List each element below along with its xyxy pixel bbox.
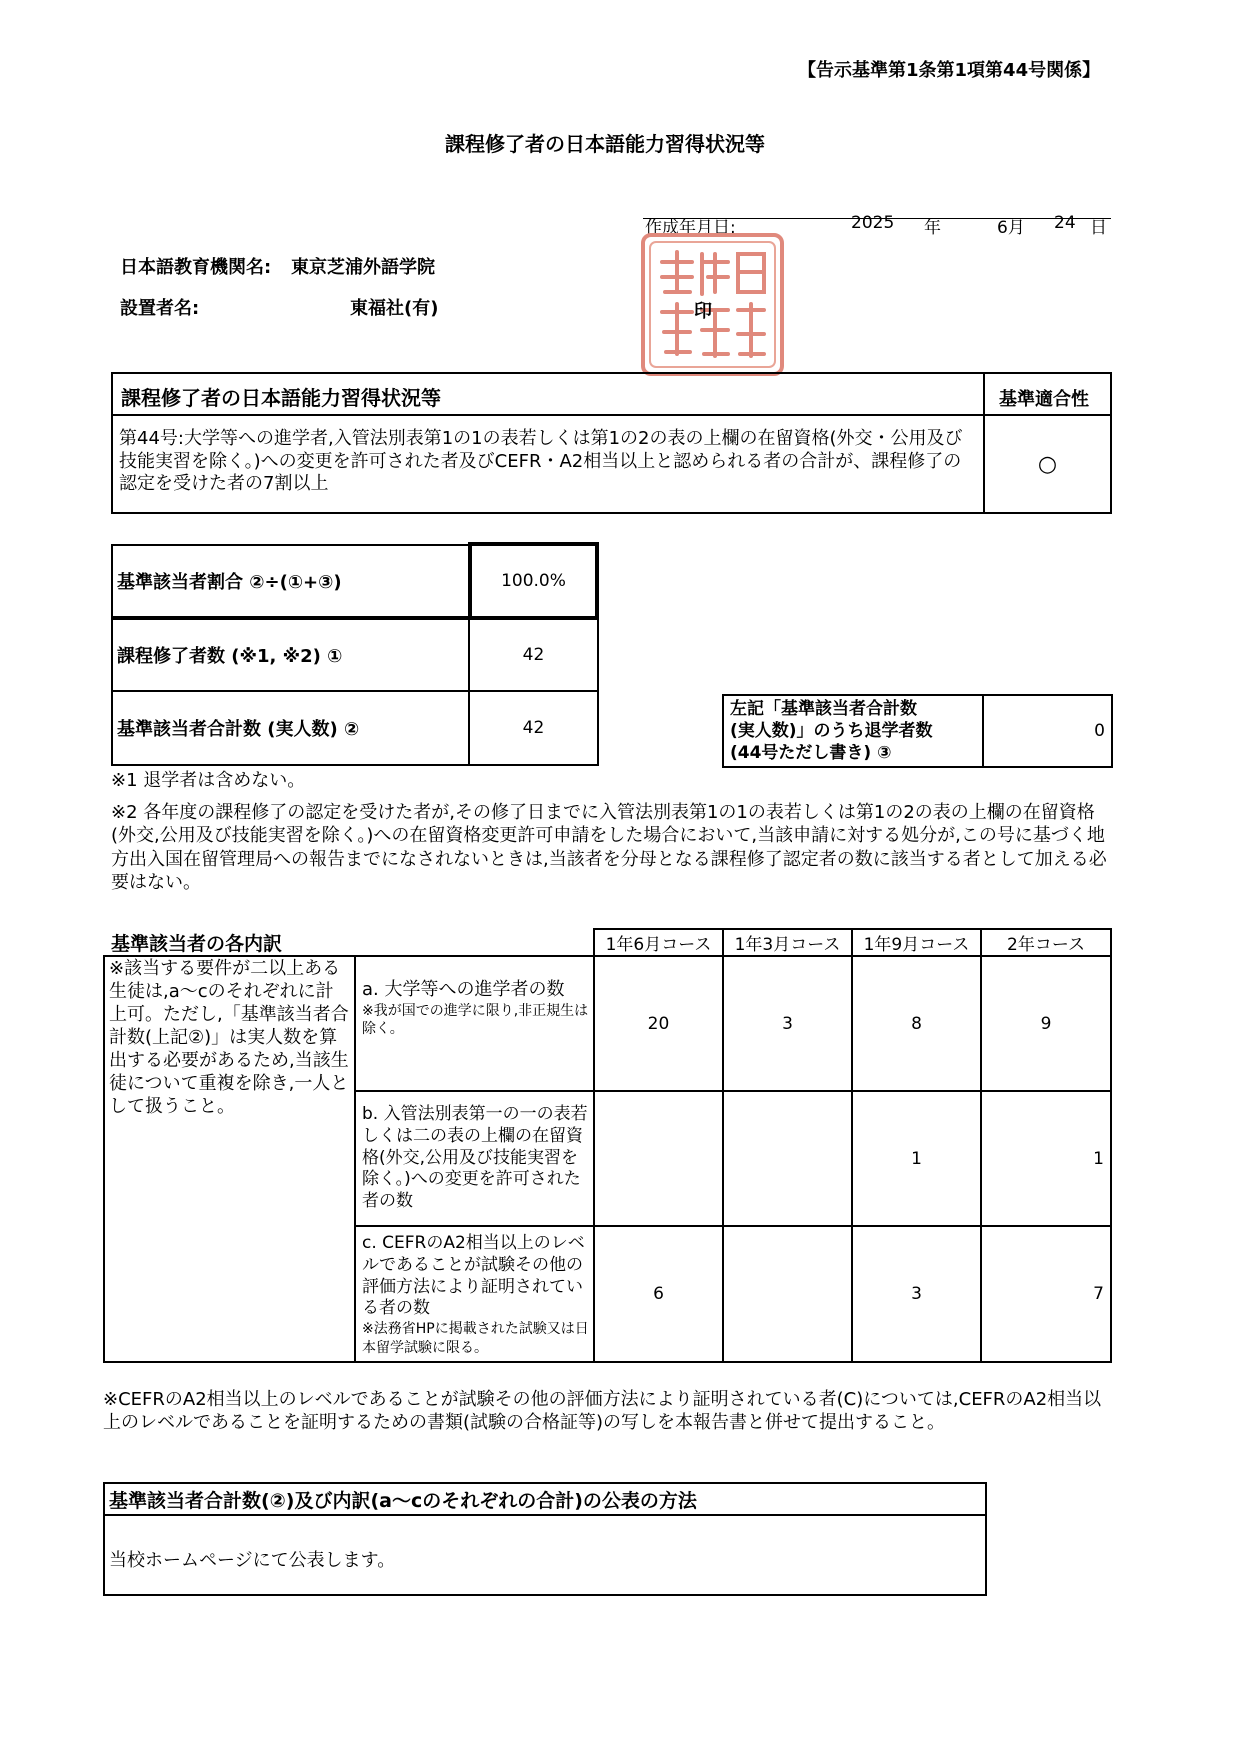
breakdown-column-header — [593, 928, 724, 957]
row-b-label: b. 入管法別表第一の一の表若しくは二の表の上欄の在留資格(外交,公用及び技能実習を除く。)への変更を許可された者の数 — [362, 1104, 588, 1211]
ratio-row-3-value-cell — [468, 690, 599, 766]
row-c-value-2y: 7 — [1093, 1284, 1104, 1304]
breakdown-row-a-label-cell — [354, 955, 595, 1092]
row-a-value-1y9m: 8 — [911, 1013, 922, 1034]
breakdown-cell — [593, 1225, 724, 1363]
seal-mark-label: 印 — [694, 301, 712, 322]
row-a-label: a. 大学等への進学者の数 — [362, 979, 565, 1000]
breakdown-title: 基準該当者の各内訳 — [111, 933, 283, 955]
ratio-row-2-label-cell — [111, 618, 470, 692]
column-1y6m: 1年6月コース — [605, 935, 712, 955]
breakdown-cell — [851, 1090, 982, 1227]
row-b-value-1y9m: 1 — [911, 1148, 922, 1169]
date-year-unit: 年 — [924, 218, 941, 238]
founder-label: 設置者名: — [120, 298, 200, 319]
row-a-value-1y6m: 20 — [647, 1013, 670, 1034]
withdrawn-value: 0 — [1094, 721, 1105, 741]
withdrawn-label-line2: (実人数)」のうち退学者数 — [730, 721, 933, 742]
official-seal — [640, 232, 785, 377]
withdrawn-label-line3: (44号ただし書き) ③ — [730, 743, 892, 764]
withdrawn-label-line1: 左記「基準該当者合計数 — [730, 699, 917, 719]
row-a-value-1y3m: 3 — [782, 1013, 793, 1034]
breakdown-cell — [593, 955, 724, 1092]
standard-header-left: 課程修了者の日本語能力習得状況等 — [121, 386, 441, 410]
breakdown-side-note-cell — [103, 955, 356, 1363]
completers-label: 課程修了者数 (※1, ※2) ① — [117, 646, 343, 667]
qualified-total-label: 基準該当者合計数 (実人数) ② — [117, 719, 360, 740]
ratio-row-3-label-cell — [111, 690, 470, 766]
breakdown-column-header — [851, 928, 982, 957]
row-c-value-1y9m: 3 — [911, 1284, 922, 1304]
date-label: 作成年月日: — [645, 218, 736, 238]
cefr-note: ※CEFRのA2相当以上のレベルであることが試験その他の評価方法により証明されている者(C)については,CEFRのA2相当以上のレベルであることを証明するための書類(試験の合格証等)の写しを本報告書と併せて提出すること。 — [103, 1389, 1102, 1434]
breakdown-cell — [980, 955, 1112, 1092]
withdrawn-label-cell — [722, 694, 984, 768]
institution-name-label: 日本語教育機関名: — [120, 257, 272, 278]
breakdown-cell — [722, 1090, 853, 1227]
row-a-sublabel: ※我が国での進学に限り,非正規生は除く。 — [362, 1002, 589, 1038]
reference-label: 【告示基準第1条第1項第44号関係】 — [798, 60, 1101, 81]
date-month: 6月 — [997, 218, 1025, 238]
date-day-unit: 日 — [1090, 218, 1107, 238]
note-1: ※1 退学者は含めない。 — [111, 770, 306, 791]
breakdown-side-note: ※該当する要件が二以上ある生徒は,a〜cのそれぞれに計上可。ただし,「基準該当者合計数(上記②)」は実人数を算出する必要があるため,当該生徒について重複を除き,一人として扱うこと。 — [109, 958, 349, 1118]
qualified-total-value: 42 — [522, 718, 545, 738]
date-day: 24 — [1054, 213, 1076, 233]
founder-value: 東福社(有) — [350, 298, 439, 319]
breakdown-cell — [851, 955, 982, 1092]
standard-header-right-cell — [983, 372, 1112, 416]
ratio-label: 基準該当者割合 ②÷(①+③) — [117, 572, 342, 593]
breakdown-cell — [722, 1225, 853, 1363]
breakdown-cell — [593, 1090, 724, 1227]
breakdown-column-header — [722, 928, 853, 957]
row-c-label: c. CEFRのA2相当以上のレベルであることが試験その他の評価方法により証明されている者の数 — [362, 1233, 585, 1319]
date-year: 2025 — [851, 213, 895, 233]
ratio-row-1-value-cell — [468, 542, 599, 620]
publication-content: 当校ホームページにて公表します。 — [109, 1550, 396, 1571]
breakdown-cell — [722, 955, 853, 1092]
ratio-row-2-value-cell — [468, 618, 599, 692]
row-c-value-1y6m: 6 — [653, 1284, 664, 1304]
breakdown-cell — [980, 1225, 1112, 1363]
standard-mark-cell — [983, 414, 1112, 514]
publication-content-cell — [103, 1514, 987, 1596]
row-b-value-2y: 1 — [1093, 1148, 1104, 1169]
institution-name-value: 東京芝浦外語学院 — [291, 257, 435, 278]
ratio-value: 100.0% — [501, 571, 566, 591]
standard-header-left-cell — [111, 372, 985, 416]
standard-header-right: 基準適合性 — [999, 389, 1089, 410]
column-2y: 2年コース — [1007, 935, 1085, 955]
breakdown-column-header — [980, 928, 1112, 957]
breakdown-row-b-label-cell — [354, 1090, 595, 1227]
standard-description: 第44号:大学等への進学者,入管法別表第1の1の表若しくは第1の2の表の上欄の在留資格(外交・公用及び技能実習を除く。)への変更を許可された者及びCEFR・A2相当以上と認められる者の合計が、課程修了の認定を受けた者の7割以上 — [119, 428, 963, 494]
publication-header-cell — [103, 1482, 987, 1516]
publication-title: 基準該当者合計数(②)及び内訳(a〜cのそれぞれの合計)の公表の方法 — [109, 1490, 697, 1512]
column-1y9m: 1年9月コース — [863, 935, 970, 955]
row-a-value-2y: 9 — [1040, 1013, 1052, 1034]
withdrawn-value-cell — [982, 694, 1113, 768]
completers-value: 42 — [522, 645, 545, 665]
conformity-mark: ○ — [1037, 451, 1058, 477]
breakdown-row-c-label-cell — [354, 1225, 595, 1363]
column-1y3m: 1年3月コース — [734, 935, 841, 955]
breakdown-cell — [980, 1090, 1112, 1227]
ratio-row-1-label-cell — [111, 544, 470, 618]
page-title: 課程修了者の日本語能力習得状況等 — [445, 132, 765, 156]
row-c-sublabel: ※法務省HPに掲載された試験又は日本留学試験に限る。 — [362, 1321, 589, 1356]
note-2: ※2 各年度の課程修了の認定を受けた者が,その修了日までに入管法別表第1の1の表若しくは第1の2の表の上欄の在留資格(外交,公用及び技能実習を除く。)への在留資格変更許可申請をした場合において,当該申請に対する処分が,この号に基づく地方出入国在留管理局への報告までになされないときは,当該者を分母となる課程修了認定者の数に該当する者として加える必要はない。 — [111, 802, 1107, 894]
standard-description-cell — [111, 414, 985, 514]
breakdown-cell — [851, 1225, 982, 1363]
